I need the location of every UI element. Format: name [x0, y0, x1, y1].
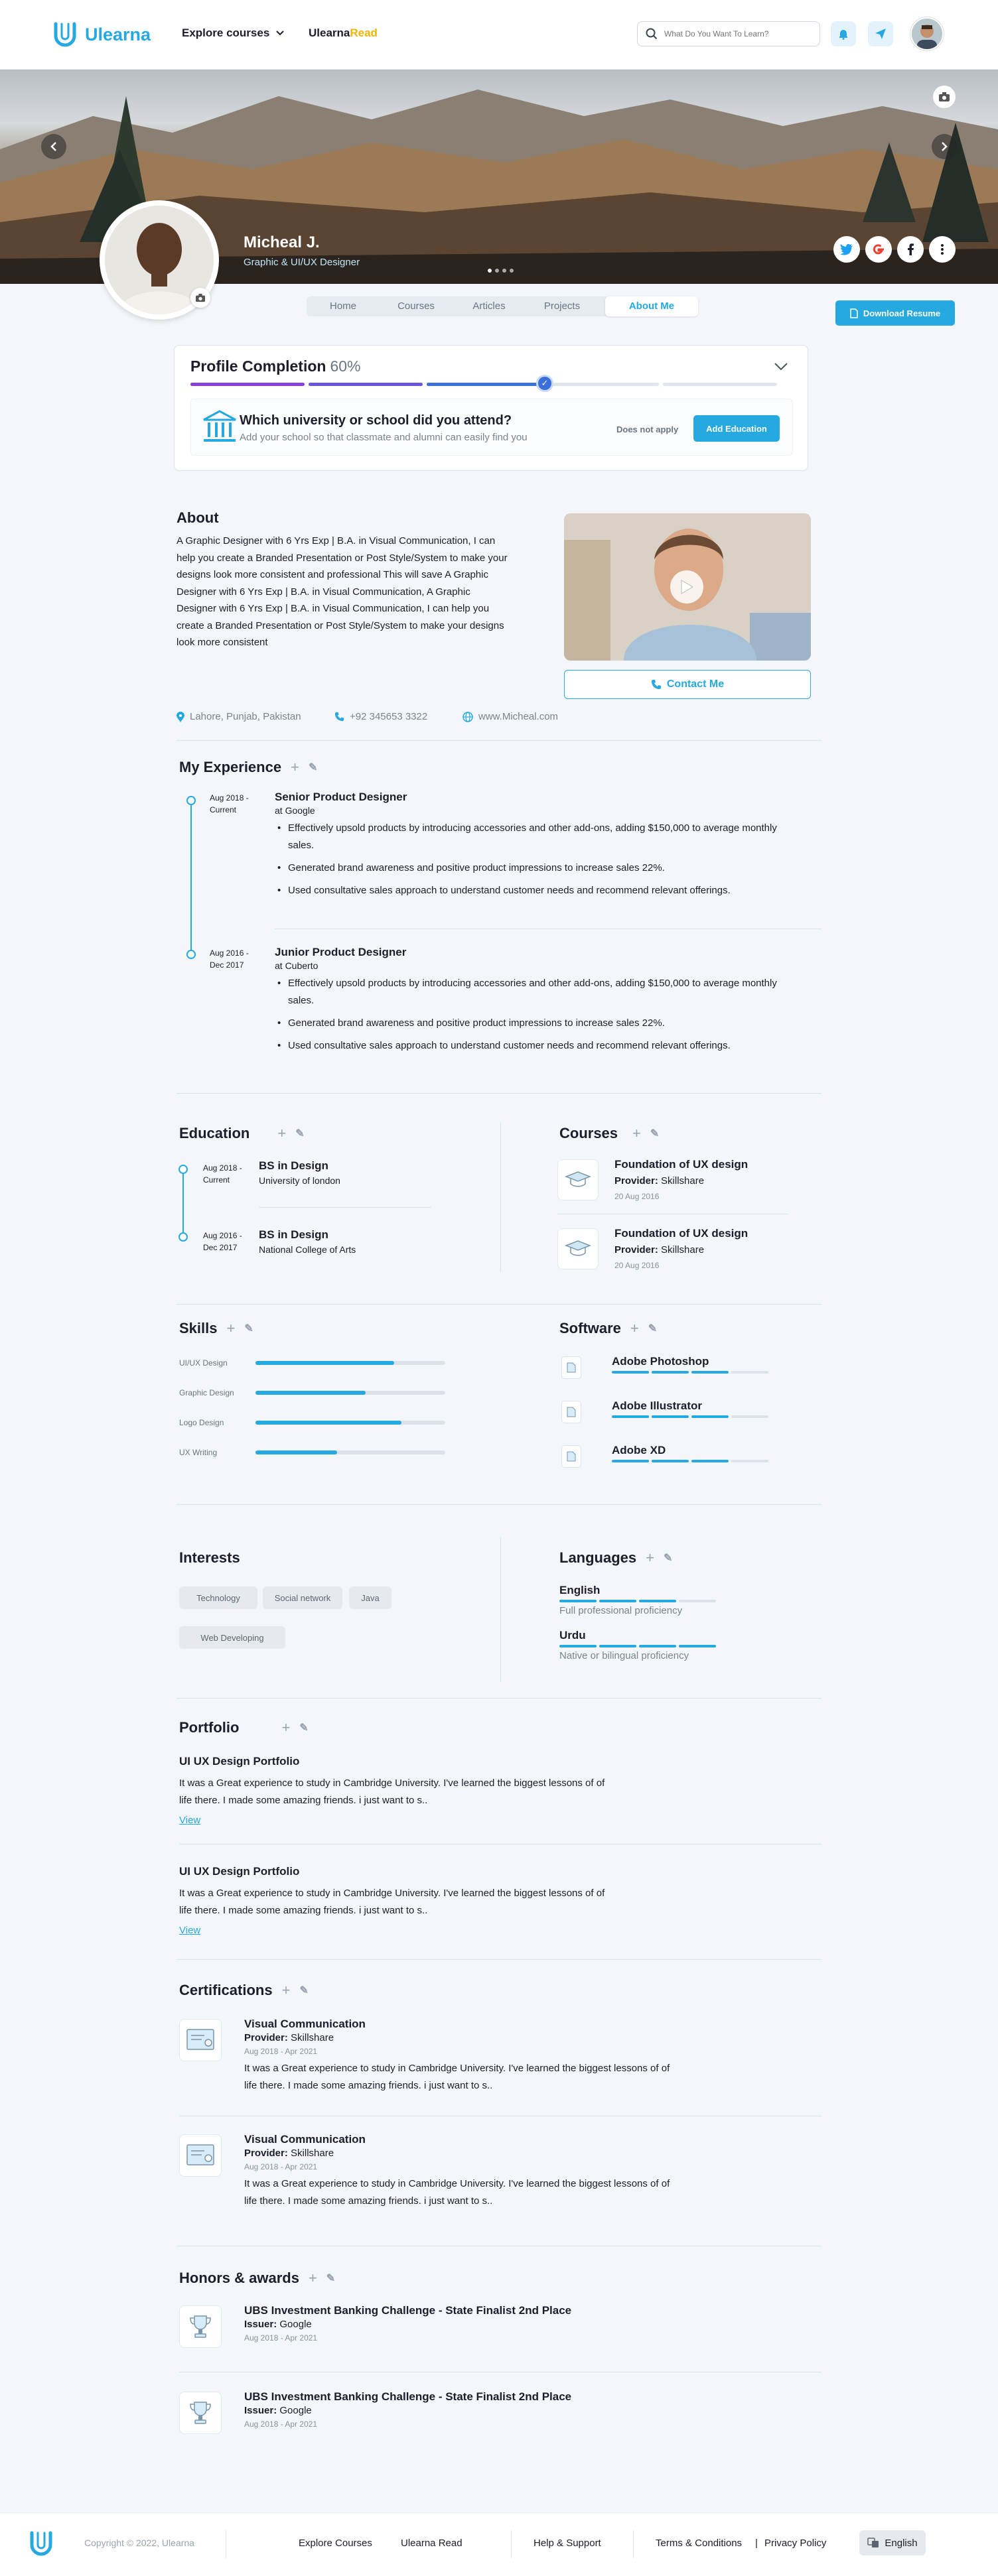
skill-name: Logo Design [179, 1418, 224, 1427]
award-thumbnail [179, 2392, 222, 2434]
experience-company: at Cuberto [275, 960, 319, 971]
certification-dates: Aug 2018 - Apr 2021 [244, 2162, 318, 2171]
level-segment [679, 1645, 716, 1647]
course-provider [614, 1175, 704, 1187]
software-name: Adobe Photoshop [612, 1355, 709, 1368]
course-title[interactable]: Foundation of UX design [614, 1158, 748, 1171]
software-icon [561, 1356, 581, 1379]
add-experience-icon[interactable]: + [291, 759, 299, 775]
software-name: Adobe XD [612, 1444, 666, 1456]
level-segment [559, 1645, 597, 1647]
education-heading [179, 1125, 305, 1142]
interests-heading-text: Interests [179, 1549, 240, 1566]
footer-link-separator: | [755, 2538, 758, 2549]
language-proficiency: Full professional proficiency [559, 1605, 683, 1616]
footer-read-link[interactable]: Ulearna Read [401, 2538, 463, 2549]
add-skill-icon[interactable]: + [226, 1320, 236, 1336]
certificate-thumbnail [179, 2134, 222, 2177]
date-end: Dec 2017 [203, 1243, 238, 1252]
about-text: A Graphic Designer with 6 Yrs Exp | B.A. in Visual Communication, I can help you create a Branded Presentation or Post Style/System to make your designs look more consistent and professional This will save A Graphic Designer with 6 Yrs Exp | B.A. in Visual Communication, A Graphic Designer with 6 Yrs Exp | B.A. in Visual Communication, I can help you create a Branded Presentation or Post Style/System to make your designs look more consistent [177, 535, 508, 648]
graduation-cap-icon [565, 1170, 591, 1190]
file-icon [567, 1451, 576, 1462]
courses-heading [559, 1125, 659, 1142]
course-title[interactable]: Foundation of UX design [614, 1227, 748, 1240]
copyright-text: Copyright © 2022, Ulearna [84, 2538, 194, 2548]
course-thumbnail [557, 1159, 599, 1200]
level-segment [599, 1645, 636, 1647]
messages-button[interactable] [868, 21, 893, 46]
experience-bullets [275, 820, 779, 905]
footer-terms-link[interactable]: Terms & Conditions [656, 2538, 743, 2549]
certifications-heading [179, 1982, 309, 1999]
more-options-button[interactable] [929, 236, 956, 263]
languages-heading [559, 1549, 672, 1567]
interest-chip[interactable]: Technology [179, 1586, 257, 1609]
skill-level-fill [255, 1361, 394, 1365]
slide-dot[interactable] [510, 269, 514, 273]
portfolio-heading [179, 1719, 309, 1736]
level-segment [639, 1600, 676, 1602]
file-icon [567, 1362, 576, 1373]
language-name: Urdu [559, 1629, 586, 1642]
more-vertical-icon [941, 244, 944, 255]
google-button[interactable] [865, 236, 892, 263]
level-segment [652, 1371, 689, 1374]
level-segment [559, 1600, 597, 1602]
bell-icon [837, 28, 849, 40]
languages-heading-text: Languages [559, 1549, 637, 1566]
read-link-part-a: Ulearna [309, 27, 350, 39]
level-segment [612, 1460, 649, 1462]
completion-title-text: Profile Completion [190, 357, 326, 375]
divider [259, 1207, 431, 1208]
level-segment [691, 1371, 729, 1374]
course-provider [614, 1244, 704, 1256]
interests-heading [179, 1549, 240, 1567]
search-input[interactable] [664, 29, 810, 38]
footer-divider [633, 2530, 634, 2558]
experience-bullet: • Generated brand awareness and positive product impressions to increase sales 22%. [275, 860, 779, 877]
edit-portfolio-icon[interactable]: ✎ [299, 1722, 309, 1734]
portfolio-view-link[interactable]: View [179, 1925, 201, 1936]
level-segment [599, 1600, 636, 1602]
award-dates: Aug 2018 - Apr 2021 [244, 2419, 318, 2429]
progress-segment [545, 383, 659, 386]
brand-logo[interactable] [50, 20, 151, 49]
certification-description: It was a Great experience to study in Cambridge University. I've learned the biggest lessons of of life there. I made some amazing friends. i just want to s.. [244, 2178, 670, 2207]
banner-prev-button[interactable] [41, 134, 66, 159]
portfolio-heading-text: Portfolio [179, 1719, 240, 1736]
twitter-button[interactable] [833, 236, 860, 263]
change-cover-button[interactable] [933, 86, 956, 108]
education-degree: BS in Design [259, 1159, 328, 1172]
change-photo-button[interactable] [190, 288, 210, 308]
certifications-heading-text: Certifications [179, 1982, 273, 1998]
add-software-icon[interactable]: + [630, 1320, 639, 1336]
software-heading [559, 1320, 657, 1337]
software-icon [561, 1445, 581, 1468]
certification-title: Visual Communication [244, 2133, 366, 2146]
footer-explore-link[interactable]: Explore Courses [299, 2538, 372, 2549]
progress-segment [663, 383, 777, 386]
date-end: Current [210, 805, 237, 814]
completion-progress-bar [190, 383, 777, 386]
slide-dot[interactable] [495, 269, 499, 273]
phone-icon [651, 679, 662, 690]
portfolio-view-link[interactable]: View [179, 1815, 201, 1826]
user-avatar[interactable] [910, 17, 944, 50]
language-name: English [559, 1584, 601, 1596]
timeline-dot [178, 1165, 188, 1174]
divider [177, 1959, 821, 1960]
google-icon [873, 243, 885, 255]
does-not-apply-button[interactable]: Does not apply [616, 424, 679, 434]
provider-label: Provider: [244, 2148, 288, 2159]
provider-name: Skillshare [291, 2148, 334, 2159]
skill-level-fill [255, 1450, 337, 1454]
education-question-hint: Add your school so that classmate and alumni can easily find you [240, 432, 528, 443]
add-portfolio-icon[interactable]: + [281, 1719, 291, 1736]
issuer-label: Issuer: [244, 2405, 277, 2416]
certificate-icon [186, 2144, 215, 2167]
about-heading [177, 509, 219, 527]
honors-heading [179, 2270, 335, 2287]
honors-heading-text: Honors & awards [179, 2270, 299, 2286]
provider-name: Skillshare [661, 1175, 705, 1187]
experience-company: at Google [275, 805, 315, 816]
portfolio-description: It was a Great experience to study in Cambridge University. I've learned the biggest lessons of of life there. I made some amazing friends. i just want to s.. [179, 1888, 605, 1916]
file-icon [567, 1407, 576, 1417]
ulearna-logo-icon [50, 20, 80, 49]
tab-projects[interactable]: Projects [543, 300, 581, 312]
tab-articles[interactable]: Articles [472, 300, 506, 312]
university-icon [201, 409, 238, 444]
experience-bullet: • Used consultative sales approach to understand customer needs and recommend relevant offerings. [275, 882, 779, 899]
issuer-name: Google [279, 2319, 312, 2330]
language-label: English [885, 2537, 918, 2549]
certificate-icon [186, 2028, 215, 2052]
experience-date [210, 947, 249, 971]
add-certification-icon[interactable]: + [281, 1982, 291, 1998]
progress-segment [309, 383, 423, 386]
certification-title: Visual Communication [244, 2018, 366, 2030]
chevron-down-icon [276, 31, 284, 36]
interest-chip[interactable]: Social network [263, 1586, 342, 1609]
footer-divider [511, 2530, 512, 2558]
trophy-icon [188, 2400, 212, 2425]
interest-chip[interactable]: Web Developing [179, 1626, 285, 1649]
interest-chip[interactable]: Java [349, 1586, 392, 1609]
provider-label: Provider: [244, 2032, 288, 2043]
issuer-label: Issuer: [244, 2319, 277, 2330]
provider-label: Provider: [614, 1175, 658, 1187]
slide-dot[interactable] [502, 269, 506, 273]
level-segment [612, 1371, 649, 1374]
tab-courses[interactable]: Courses [397, 300, 435, 312]
timeline-dot [186, 950, 196, 959]
award-issuer [244, 2405, 312, 2416]
tab-about-me[interactable]: About Me [605, 296, 698, 316]
experience-bullets [275, 975, 779, 1060]
divider [177, 1504, 821, 1505]
completion-check-icon: ✓ [536, 375, 553, 392]
course-date: 20 Aug 2016 [614, 1261, 660, 1270]
certification-dates: Aug 2018 - Apr 2021 [244, 2047, 318, 2056]
banner-next-button[interactable] [932, 134, 957, 159]
award-issuer [244, 2319, 312, 2330]
experience-date [210, 792, 249, 816]
phone-info [334, 711, 427, 722]
footer-help-link[interactable]: Help & Support [534, 2538, 601, 2549]
add-course-icon[interactable]: + [632, 1125, 641, 1141]
education-heading-text: Education [179, 1125, 250, 1141]
certification-provider [244, 2032, 334, 2043]
footer [0, 2512, 998, 2576]
column-divider [500, 1537, 501, 1682]
contact-me-label: Contact Me [666, 678, 725, 690]
experience-bullet: • Effectively upsold products by introducing accessories and other add-ons, adding $150,000 to average monthly sales. [275, 975, 779, 1009]
skill-level-bar [255, 1391, 445, 1395]
add-honor-icon[interactable]: + [308, 2270, 317, 2286]
add-education-button[interactable]: Add Education [693, 415, 780, 442]
language-level-bar [559, 1645, 716, 1647]
download-resume-label: Download Resume [863, 308, 941, 318]
user-avatar-image [912, 19, 942, 49]
website-info[interactable] [463, 711, 558, 722]
profile-name: Micheal J. [244, 233, 320, 251]
document-icon [850, 308, 858, 318]
award-title: UBS Investment Banking Challenge - State Finalist 2nd Place [244, 2390, 572, 2403]
experience-title: Senior Product Designer [275, 791, 407, 803]
facebook-icon [907, 243, 914, 255]
education-degree: BS in Design [259, 1228, 328, 1241]
date-end: Current [203, 1175, 230, 1185]
banner-pagination [488, 269, 514, 273]
explore-courses-menu[interactable] [182, 27, 284, 40]
phone-text: +92 345653 3322 [350, 711, 428, 722]
issuer-name: Google [279, 2405, 312, 2416]
slide-dot[interactable] [488, 269, 492, 273]
completion-percent: 60% [330, 357, 361, 375]
portfolio-title: UI UX Design Portfolio [179, 1755, 300, 1768]
date-start: Aug 2016 - [203, 1231, 242, 1240]
edit-languages-icon[interactable]: ✎ [664, 1553, 673, 1564]
experience-title: Junior Product Designer [275, 946, 407, 958]
level-segment [612, 1415, 649, 1418]
courses-heading-text: Courses [559, 1125, 618, 1141]
translate-icon [867, 2538, 879, 2548]
notification-button[interactable] [831, 21, 856, 46]
level-segment [652, 1460, 689, 1462]
chevron-left-icon [50, 142, 57, 151]
software-level-bar [612, 1460, 768, 1462]
date-start: Aug 2018 - [203, 1163, 242, 1173]
location-text: Lahore, Punjab, Pakistan [190, 711, 301, 722]
add-education-icon[interactable]: + [277, 1125, 287, 1141]
level-segment [652, 1415, 689, 1418]
date-start: Aug 2016 - [210, 948, 249, 958]
language-selector[interactable] [859, 2530, 926, 2555]
software-name: Adobe Illustrator [612, 1399, 703, 1412]
course-date: 20 Aug 2016 [614, 1192, 660, 1201]
course-thumbnail [557, 1228, 599, 1269]
software-heading-text: Software [559, 1320, 621, 1336]
provider-name: Skillshare [291, 2032, 334, 2043]
level-segment [679, 1600, 716, 1602]
profile-completion-card [174, 345, 808, 471]
skills-heading [179, 1320, 253, 1337]
tab-home[interactable]: Home [329, 300, 356, 312]
divider [177, 1093, 821, 1094]
edit-education-icon[interactable]: ✎ [295, 1128, 305, 1139]
software-icon [561, 1401, 581, 1423]
award-thumbnail [179, 2305, 222, 2348]
play-button[interactable] [670, 570, 703, 604]
skill-name: UI/UX Design [179, 1358, 228, 1368]
divider [177, 1698, 821, 1699]
skill-level-bar [255, 1421, 445, 1425]
experience-timeline-line [190, 805, 192, 954]
send-icon [875, 28, 887, 40]
explore-courses-label: Explore courses [182, 27, 270, 39]
education-timeline-line [182, 1173, 184, 1235]
profile-completion-title [190, 357, 361, 375]
trophy-icon [188, 2314, 212, 2339]
experience-bullet: • Effectively upsold products by introducing accessories and other add-ons, adding $150,000 to average monthly sales. [275, 820, 779, 854]
divider [177, 740, 821, 741]
chevron-down-icon[interactable] [774, 363, 788, 371]
brand-name: Ulearna [85, 24, 151, 44]
education-question: Which university or school did you attend? [240, 413, 512, 428]
certification-description: It was a Great experience to study in Cambridge University. I've learned the biggest lessons of of life there. I made some amazing friends. i just want to s.. [244, 2063, 670, 2091]
twitter-icon [840, 244, 853, 255]
globe-icon [463, 712, 473, 722]
location-info [177, 711, 301, 722]
facebook-button[interactable] [897, 236, 924, 263]
provider-name: Skillshare [661, 1244, 705, 1256]
skills-heading-text: Skills [179, 1320, 218, 1336]
level-segment [691, 1415, 729, 1418]
contact-me-button[interactable] [564, 670, 811, 699]
edit-courses-icon[interactable]: ✎ [650, 1128, 660, 1139]
profile-title: Graphic & UI/UX Designer [244, 257, 360, 268]
award-dates: Aug 2018 - Apr 2021 [244, 2333, 318, 2343]
ulearna-logo-icon[interactable] [27, 2529, 56, 2558]
edit-software-icon[interactable]: ✎ [648, 1323, 658, 1334]
date-end: Dec 2017 [210, 960, 244, 970]
level-segment [691, 1460, 729, 1462]
provider-label: Provider: [614, 1244, 658, 1256]
skill-level-fill [255, 1421, 401, 1425]
intro-video[interactable] [564, 513, 811, 661]
play-icon [680, 580, 693, 594]
website-text: www.Micheal.com [478, 711, 559, 722]
edit-certifications-icon[interactable]: ✎ [299, 1985, 309, 1996]
search-icon [646, 28, 658, 40]
language-proficiency: Native or bilingual proficiency [559, 1650, 689, 1661]
skill-level-bar [255, 1361, 445, 1365]
read-link-part-b: Read [350, 27, 378, 39]
experience-heading [179, 759, 317, 776]
portfolio-title: UI UX Design Portfolio [179, 1865, 300, 1878]
progress-segment [190, 383, 305, 386]
ulearna-read-link[interactable] [309, 27, 378, 40]
level-segment [731, 1371, 768, 1374]
certificate-thumbnail [179, 2019, 222, 2061]
experience-bullet: • Used consultative sales approach to understand customer needs and recommend relevant offerings. [275, 1037, 779, 1055]
award-title: UBS Investment Banking Challenge - State Finalist 2nd Place [244, 2304, 572, 2317]
skill-level-fill [255, 1391, 366, 1395]
level-segment [731, 1415, 768, 1418]
education-school: University of london [259, 1175, 340, 1186]
timeline-dot [186, 796, 196, 805]
add-language-icon[interactable]: + [646, 1549, 654, 1566]
level-segment [639, 1645, 676, 1647]
education-date [203, 1162, 242, 1186]
graduation-cap-icon [565, 1239, 591, 1259]
skill-name: UX Writing [179, 1448, 218, 1457]
level-segment [731, 1460, 768, 1462]
camera-icon [938, 92, 950, 102]
footer-privacy-link[interactable]: Privacy Policy [764, 2538, 827, 2549]
chevron-right-icon [941, 142, 948, 151]
profile-tabs [307, 296, 698, 316]
portfolio-description: It was a Great experience to study in Cambridge University. I've learned the biggest lessons of of life there. I made some amazing friends. i just want to s.. [179, 1777, 605, 1806]
experience-heading-text: My Experience [179, 759, 282, 775]
edit-honors-icon[interactable]: ✎ [326, 2273, 336, 2284]
search-box[interactable] [637, 21, 820, 46]
education-date [203, 1230, 242, 1254]
experience-bullet: • Generated brand awareness and positive product impressions to increase sales 22%. [275, 1015, 779, 1032]
certification-provider [244, 2148, 334, 2159]
language-level-bar [559, 1600, 716, 1602]
education-school: National College of Arts [259, 1244, 356, 1255]
phone-icon [334, 712, 344, 722]
location-pin-icon [177, 712, 184, 722]
progress-segment [427, 383, 541, 386]
edit-experience-icon[interactable]: ✎ [308, 762, 318, 773]
divider [177, 1304, 821, 1305]
software-level-bar [612, 1415, 768, 1418]
skill-level-bar [255, 1450, 445, 1454]
timeline-dot [178, 1232, 188, 1242]
software-level-bar [612, 1371, 768, 1374]
skill-name: Graphic Design [179, 1388, 234, 1397]
edit-skills-icon[interactable]: ✎ [244, 1323, 253, 1334]
download-resume-button[interactable] [835, 300, 955, 326]
about-heading-text: About [177, 509, 219, 526]
camera-icon [195, 293, 206, 302]
column-divider [500, 1122, 501, 1272]
date-start: Aug 2018 - [210, 793, 249, 803]
top-header [0, 0, 998, 70]
